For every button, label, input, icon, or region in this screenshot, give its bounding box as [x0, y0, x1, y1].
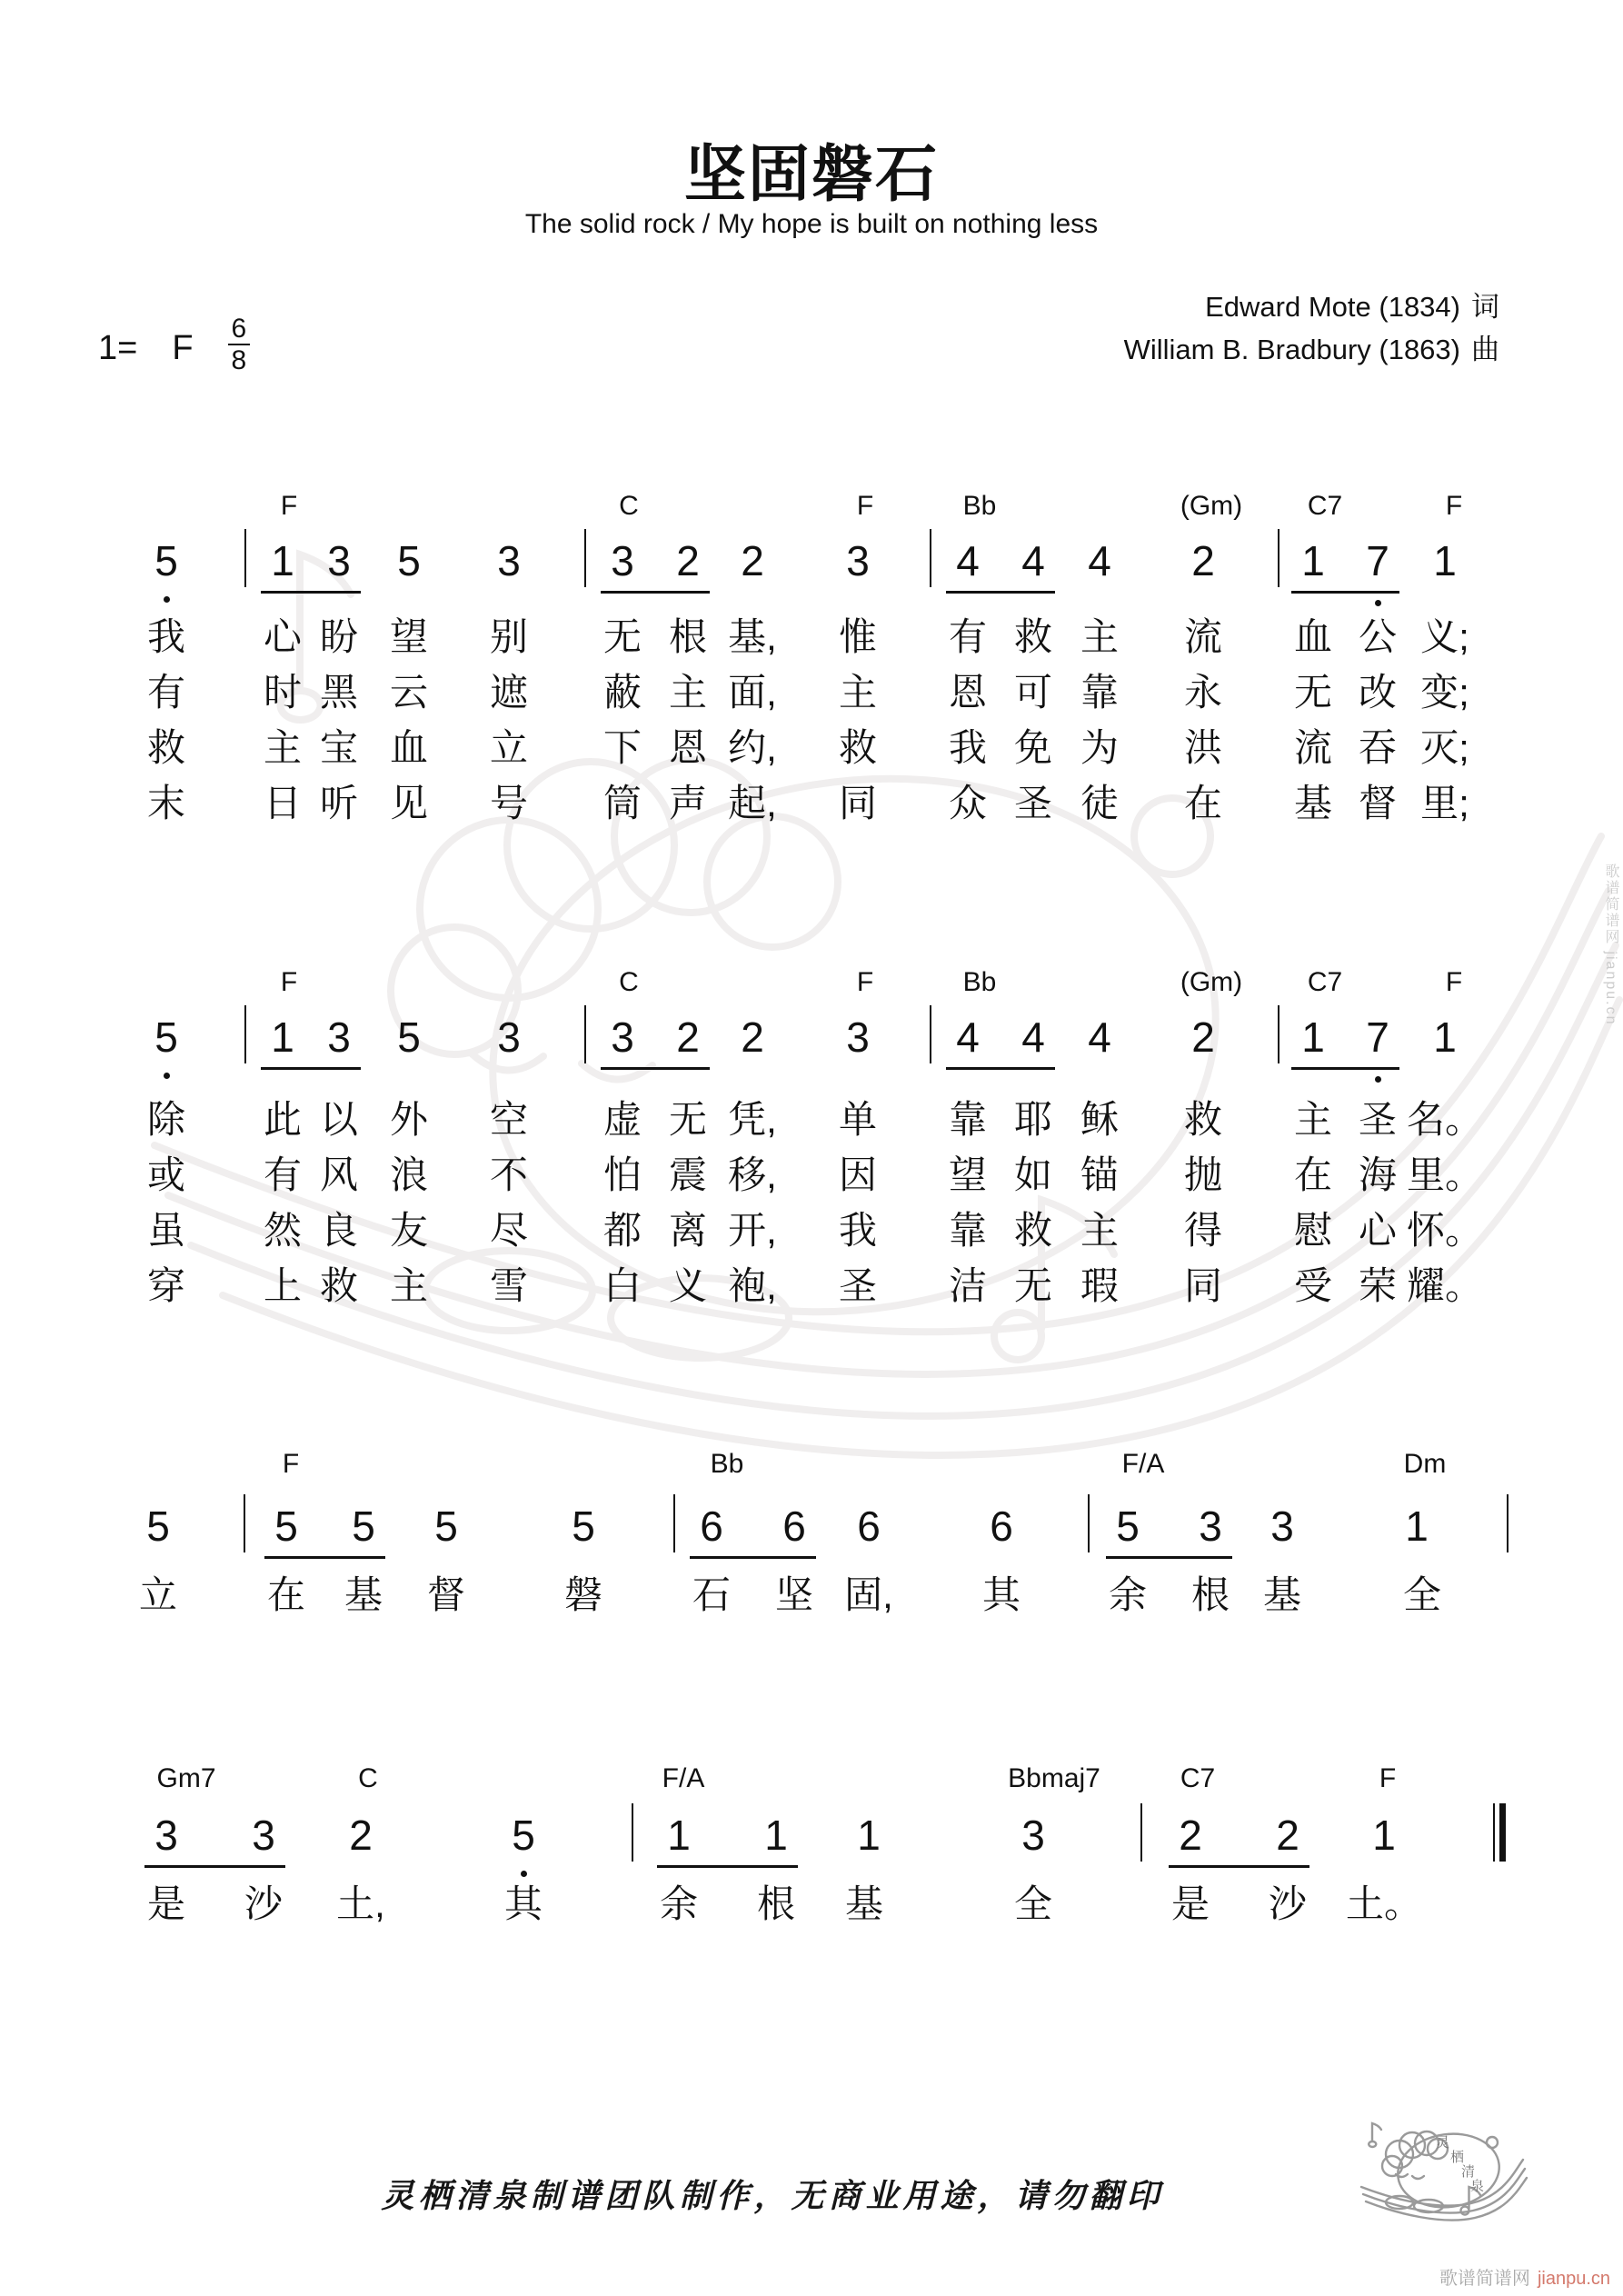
lyric-syllable: 见: [389, 782, 429, 824]
note-digit: 3: [611, 537, 634, 584]
lyric-syllable: 血: [389, 726, 429, 769]
note-digit: 3: [154, 1812, 178, 1859]
lyric-syllable: 可: [1013, 671, 1053, 714]
lyric-syllable: 望: [389, 615, 429, 658]
lyric-syllable: 坚: [774, 1573, 814, 1616]
lyric-syllable: 吞: [1358, 726, 1398, 769]
chord-label: F: [1445, 967, 1463, 997]
note-digit: 3: [1021, 1812, 1045, 1859]
lyric-syllable: 浪: [389, 1153, 429, 1196]
key-signature: [98, 314, 250, 376]
lyric-syllable: 立: [138, 1573, 178, 1616]
lyric-syllable: 我: [838, 1209, 878, 1252]
lyric-syllable: 荣: [1358, 1264, 1398, 1307]
note-digit: 1: [1433, 1013, 1457, 1061]
lyric-syllable: 固,: [844, 1573, 893, 1616]
lyric-syllable: 良: [319, 1209, 359, 1252]
note-digit: 3: [497, 1013, 521, 1061]
lyric-syllable: 根: [756, 1882, 796, 1925]
lyric-syllable: 同: [838, 782, 878, 824]
eighth-beam: [690, 1556, 816, 1559]
lyric-syllable: 有: [146, 671, 186, 714]
lyric-syllable: 慰: [1293, 1209, 1333, 1252]
note-digit: 5: [397, 1013, 421, 1061]
note-digit: 5: [154, 1013, 178, 1061]
note-digit: 5: [352, 1502, 375, 1550]
chord-label: C: [619, 491, 639, 521]
lyric-syllable: 怕: [602, 1153, 642, 1196]
note-digit: 4: [956, 537, 980, 584]
lyric-syllable: 耀。: [1406, 1264, 1484, 1307]
logo-char-1: 灵: [1436, 2135, 1450, 2151]
octave-dot: [521, 1871, 527, 1877]
chord-label: Bb: [962, 491, 997, 521]
lyric-syllable: 如: [1013, 1153, 1053, 1196]
lyric-syllable: 虽: [146, 1209, 186, 1252]
lyric-syllable: 末: [146, 782, 186, 824]
lyric-syllable: 或: [146, 1153, 186, 1196]
lyric-syllable: 有: [948, 615, 988, 658]
lyric-syllable: 虚: [602, 1098, 642, 1141]
barline: [930, 529, 931, 587]
note-digit: 1: [1405, 1502, 1429, 1550]
lyric-syllable: 雪: [489, 1264, 529, 1307]
lyric-syllable: 云: [389, 671, 429, 714]
lyric-syllable: 主: [263, 726, 303, 769]
lyric-syllable: 然: [263, 1209, 303, 1252]
note-digit: 1: [1372, 1812, 1396, 1859]
lyric-syllable: 余: [659, 1882, 699, 1925]
note-digit: 6: [700, 1502, 723, 1550]
lyric-syllable: 救: [1013, 1209, 1053, 1252]
lyric-syllable: 恩: [668, 726, 708, 769]
note-digit: 2: [349, 1812, 373, 1859]
lyric-syllable: 主: [838, 671, 878, 714]
lyric-syllable: 时: [263, 671, 303, 714]
octave-dot: [1375, 1076, 1381, 1083]
key-tonic: 1=: [98, 328, 138, 367]
lyric-syllable: 宝: [319, 726, 359, 769]
lyric-syllable: 义: [668, 1264, 708, 1307]
lyric-syllable: 震: [668, 1153, 708, 1196]
barline: [244, 529, 246, 587]
chord-label: F: [1445, 491, 1463, 521]
credit-lyricist: [1124, 285, 1499, 328]
chord-label: Bbmaj7: [1008, 1763, 1100, 1793]
publisher-logo-sheep: [1358, 2116, 1530, 2252]
lyric-syllable: 主: [1293, 1098, 1333, 1141]
note-digit: 3: [327, 537, 351, 584]
logo-char-3: 清: [1461, 2164, 1476, 2180]
lyric-syllable: 号: [489, 782, 529, 824]
eighth-beam: [1169, 1865, 1309, 1868]
note-digit: 3: [497, 537, 521, 584]
chord-label: F: [280, 967, 298, 997]
lyric-syllable: 约,: [728, 726, 777, 769]
lyric-syllable: 受: [1293, 1264, 1333, 1307]
lyric-syllable: 单: [838, 1098, 878, 1141]
lyric-syllable: 无: [668, 1098, 708, 1141]
final-barline-thin: [1493, 1803, 1495, 1862]
barline: [1278, 529, 1279, 587]
lyric-syllable: 移,: [728, 1153, 777, 1196]
lyric-syllable: 救: [319, 1264, 359, 1307]
note-digit: 7: [1366, 537, 1389, 584]
chord-label: F/A: [662, 1763, 705, 1793]
barline: [244, 1494, 245, 1552]
song-subtitle: The solid rock / My hope is built on nothing less: [524, 209, 1099, 239]
lyric-syllable: 下: [602, 726, 642, 769]
eighth-beam: [601, 1067, 710, 1070]
lyric-syllable: 洁: [948, 1264, 988, 1307]
lyric-syllable: 友: [389, 1209, 429, 1252]
eighth-beam: [946, 591, 1055, 594]
lyric-syllable: 在: [266, 1573, 306, 1616]
eighth-beam: [261, 591, 361, 594]
lyric-syllable: 灭;: [1420, 726, 1469, 769]
barline: [584, 529, 586, 587]
note-digit: 5: [1116, 1502, 1140, 1550]
lyric-syllable: 起,: [728, 782, 777, 824]
note-digit: 1: [271, 537, 294, 584]
time-signature-lower: 8: [228, 344, 251, 376]
lyric-syllable: 靠: [1080, 671, 1120, 714]
time-signature: [228, 314, 251, 376]
lyric-syllable: 在: [1183, 782, 1223, 824]
lyric-syllable: 主: [668, 671, 708, 714]
note-digit: 5: [434, 1502, 458, 1550]
lyric-syllable: 瑕: [1080, 1264, 1120, 1307]
lyric-syllable: 土,: [336, 1882, 385, 1925]
lyric-syllable: 众: [948, 782, 988, 824]
lyric-syllable: 外: [389, 1098, 429, 1141]
lyric-syllable: 靠: [948, 1098, 988, 1141]
note-digit: 2: [741, 1013, 764, 1061]
lyric-syllable: 除: [146, 1098, 186, 1141]
lyric-syllable: 救: [146, 726, 186, 769]
note-digit: 2: [676, 537, 700, 584]
lyric-syllable: 我: [948, 726, 988, 769]
note-digit: 3: [846, 1013, 870, 1061]
note-digit: 1: [857, 1812, 881, 1859]
lyric-syllable: 全: [1013, 1882, 1053, 1925]
lyric-syllable: 空: [489, 1098, 529, 1141]
side-watermark-text: 歌谱简谱网 jianpu.cn: [1603, 863, 1618, 1026]
lyric-syllable: 是: [146, 1882, 186, 1925]
lyric-syllable: 不: [489, 1153, 529, 1196]
chord-label: F: [856, 967, 874, 997]
lyric-syllable: 公: [1358, 615, 1398, 658]
note-digit: 2: [676, 1013, 700, 1061]
eighth-beam: [1291, 1067, 1399, 1070]
lyric-syllable: 名。: [1406, 1098, 1484, 1141]
barline: [632, 1803, 633, 1862]
lyric-syllable: 无: [602, 615, 642, 658]
note-digit: 6: [782, 1502, 806, 1550]
lyric-syllable: 血: [1293, 615, 1333, 658]
eighth-beam: [1106, 1556, 1232, 1559]
footer-notice: 灵栖清泉制谱团队制作，无商业用途，请勿翻印: [381, 2177, 1164, 2215]
lyric-syllable: 基: [344, 1573, 383, 1616]
time-signature-upper: 6: [231, 314, 247, 344]
lyric-syllable: 救: [1013, 615, 1053, 658]
chord-label: C7: [1180, 1763, 1216, 1793]
credit-lyricist-name: Edward Mote (1834): [1205, 291, 1460, 323]
eighth-beam: [144, 1865, 285, 1868]
eighth-beam: [657, 1865, 798, 1868]
chord-label: F: [280, 491, 298, 521]
lyric-syllable: 流: [1183, 615, 1223, 658]
barline: [930, 1005, 931, 1063]
chord-label: F/A: [1121, 1449, 1165, 1479]
lyric-syllable: 救: [838, 726, 878, 769]
note-digit: 1: [764, 1812, 788, 1859]
lyric-syllable: 尽: [489, 1209, 529, 1252]
lyric-syllable: 基,: [728, 615, 777, 658]
lyric-syllable: 在: [1293, 1153, 1333, 1196]
lyric-syllable: 余: [1108, 1573, 1148, 1616]
lyric-syllable: 望: [948, 1153, 988, 1196]
lyric-syllable: 全: [1402, 1573, 1442, 1616]
lyric-syllable: 耶: [1013, 1098, 1053, 1141]
lyric-syllable: 土。: [1345, 1882, 1423, 1925]
lyric-syllable: 救: [1183, 1098, 1223, 1141]
lyric-syllable: 督: [1358, 782, 1398, 824]
lyric-syllable: 心: [263, 615, 303, 658]
lyric-syllable: 因: [838, 1153, 878, 1196]
note-digit: 2: [1179, 1812, 1202, 1859]
lyric-syllable: 里。: [1406, 1153, 1484, 1196]
lyric-syllable: 盼: [319, 615, 359, 658]
barline: [1278, 1005, 1279, 1063]
lyric-syllable: 黑: [319, 671, 359, 714]
note-digit: 3: [1199, 1502, 1222, 1550]
lyric-syllable: 有: [263, 1153, 303, 1196]
lyric-syllable: 海: [1358, 1153, 1398, 1196]
chord-label: Bb: [962, 967, 997, 997]
note-digit: 5: [512, 1812, 535, 1859]
lyric-syllable: 石: [692, 1573, 732, 1616]
lyric-syllable: 别: [489, 615, 529, 658]
lyric-syllable: 基: [844, 1882, 884, 1925]
note-digit: 1: [667, 1812, 691, 1859]
lyric-syllable: 里;: [1420, 782, 1469, 824]
lyric-syllable: 无: [1293, 671, 1333, 714]
lyric-syllable: 此: [263, 1098, 303, 1141]
lyric-syllable: 同: [1183, 1264, 1223, 1307]
note-digit: 2: [1276, 1812, 1299, 1859]
lyric-syllable: 声: [668, 782, 708, 824]
note-digit: 5: [572, 1502, 595, 1550]
lyric-syllable: 心: [1358, 1209, 1398, 1252]
note-digit: 3: [611, 1013, 634, 1061]
site-attribution: [1439, 2263, 1610, 2290]
lyric-syllable: 怀。: [1406, 1209, 1484, 1252]
note-digit: 2: [1191, 1013, 1215, 1061]
lyric-syllable: 上: [263, 1264, 303, 1307]
lyric-syllable: 主: [389, 1264, 429, 1307]
lyric-syllable: 基: [1293, 782, 1333, 824]
note-digit: 3: [327, 1013, 351, 1061]
lyric-syllable: 圣: [838, 1264, 878, 1307]
note-digit: 5: [397, 537, 421, 584]
octave-dot: [164, 596, 170, 603]
lyric-syllable: 都: [602, 1209, 642, 1252]
note-digit: 4: [1088, 1013, 1111, 1061]
lyric-syllable: 离: [668, 1209, 708, 1252]
eighth-beam: [1291, 591, 1399, 594]
chord-label: F: [282, 1449, 300, 1479]
chord-label: Gm7: [156, 1763, 216, 1793]
eighth-beam: [261, 1067, 361, 1070]
lyric-syllable: 抛: [1183, 1153, 1223, 1196]
credit-composer: [1124, 328, 1499, 371]
lyric-syllable: 靠: [948, 1209, 988, 1252]
lyric-syllable: 主: [1080, 1209, 1120, 1252]
lyric-syllable: 得: [1183, 1209, 1223, 1252]
lyric-syllable: 为: [1080, 726, 1120, 769]
note-digit: 4: [1021, 1013, 1045, 1061]
credit-composer-role: 曲: [1471, 334, 1499, 365]
lyric-syllable: 面,: [728, 671, 777, 714]
lyric-syllable: 改: [1358, 671, 1398, 714]
lyric-syllable: 根: [1190, 1573, 1230, 1616]
octave-dot: [164, 1073, 170, 1079]
lyric-syllable: 沙: [244, 1882, 284, 1925]
note-digit: 3: [1270, 1502, 1294, 1550]
chord-label: C: [619, 967, 639, 997]
site-url-link[interactable]: jianpu.cn: [1537, 2269, 1610, 2289]
chord-label: Dm: [1403, 1449, 1447, 1479]
barline: [1140, 1803, 1142, 1862]
barline: [1507, 1494, 1508, 1552]
note-digit: 6: [857, 1502, 881, 1550]
lyric-syllable: 基: [1262, 1573, 1302, 1616]
barline: [1088, 1494, 1090, 1552]
note-digit: 3: [252, 1812, 275, 1859]
logo-char-4: 泉: [1470, 2179, 1485, 2194]
note-digit: 4: [956, 1013, 980, 1061]
lyric-syllable: 督: [426, 1573, 466, 1616]
lyric-syllable: 其: [503, 1882, 543, 1925]
lyric-syllable: 立: [489, 726, 529, 769]
note-digit: 7: [1366, 1013, 1389, 1061]
chord-label: C7: [1307, 967, 1343, 997]
barline: [673, 1494, 675, 1552]
lyric-syllable: 主: [1080, 615, 1120, 658]
lyric-syllable: 圣: [1358, 1098, 1398, 1141]
lyric-syllable: 白: [602, 1264, 642, 1307]
lyric-syllable: 免: [1013, 726, 1053, 769]
note-digit: 5: [146, 1502, 170, 1550]
note-digit: 4: [1088, 537, 1111, 584]
song-title: 坚固磐石: [683, 140, 939, 209]
lyric-syllable: 我: [146, 615, 186, 658]
lyric-syllable: 徒: [1080, 782, 1120, 824]
lyric-syllable: 无: [1013, 1264, 1053, 1307]
chord-label: C: [358, 1763, 378, 1793]
credit-lyricist-role: 词: [1471, 291, 1499, 323]
note-digit: 1: [1301, 1013, 1325, 1061]
lyric-syllable: 磐: [563, 1573, 603, 1616]
site-name: 歌谱简谱网: [1439, 2269, 1530, 2289]
note-digit: 2: [1191, 537, 1215, 584]
note-digit: 4: [1021, 537, 1045, 584]
chord-label: Bb: [710, 1449, 744, 1479]
note-digit: 6: [990, 1502, 1013, 1550]
eighth-beam: [946, 1067, 1055, 1070]
lyric-syllable: 袍,: [728, 1264, 777, 1307]
eighth-beam: [601, 591, 710, 594]
lyric-syllable: 穿: [146, 1264, 186, 1307]
lyric-syllable: 风: [319, 1153, 359, 1196]
barline: [584, 1005, 586, 1063]
eighth-beam: [264, 1556, 385, 1559]
note-digit: 2: [741, 537, 764, 584]
lyric-syllable: 锚: [1080, 1153, 1120, 1196]
final-barline-thick: [1499, 1803, 1506, 1862]
note-digit: 3: [846, 537, 870, 584]
lyric-syllable: 凭,: [728, 1098, 777, 1141]
lyric-syllable: 听: [319, 782, 359, 824]
lyric-syllable: 惟: [838, 615, 878, 658]
lyric-syllable: 稣: [1080, 1098, 1120, 1141]
lyric-syllable: 筒: [602, 782, 642, 824]
chord-label: F: [1379, 1763, 1397, 1793]
lyric-syllable: 以: [319, 1098, 359, 1141]
credits: [1124, 285, 1499, 371]
lyric-syllable: 根: [668, 615, 708, 658]
barline: [244, 1005, 246, 1063]
lyric-syllable: 其: [981, 1573, 1021, 1616]
logo-char-2: 栖: [1450, 2150, 1465, 2165]
note-digit: 5: [274, 1502, 298, 1550]
lyric-syllable: 永: [1183, 671, 1223, 714]
credit-composer-name: William B. Bradbury (1863): [1123, 334, 1460, 365]
lyric-syllable: 日: [263, 782, 303, 824]
lyric-syllable: 遮: [489, 671, 529, 714]
lyric-syllable: 义;: [1420, 615, 1469, 658]
octave-dot: [1375, 600, 1381, 606]
note-digit: 1: [271, 1013, 294, 1061]
lyric-syllable: 洪: [1183, 726, 1223, 769]
lyric-syllable: 蔽: [602, 671, 642, 714]
chord-label: (Gm): [1180, 967, 1243, 997]
key-letter: F: [172, 328, 194, 367]
chord-label: (Gm): [1180, 491, 1243, 521]
lyric-syllable: 变;: [1420, 671, 1469, 714]
chord-label: F: [856, 491, 874, 521]
chord-label: C7: [1307, 491, 1343, 521]
note-digit: 1: [1433, 537, 1457, 584]
lyric-syllable: 沙: [1268, 1882, 1308, 1925]
lyric-syllable: 流: [1293, 726, 1333, 769]
lyric-syllable: 恩: [948, 671, 988, 714]
lyric-syllable: 是: [1170, 1882, 1210, 1925]
lyric-syllable: 圣: [1013, 782, 1053, 824]
note-digit: 5: [154, 537, 178, 584]
note-digit: 1: [1301, 537, 1325, 584]
lyric-syllable: 开,: [728, 1209, 777, 1252]
